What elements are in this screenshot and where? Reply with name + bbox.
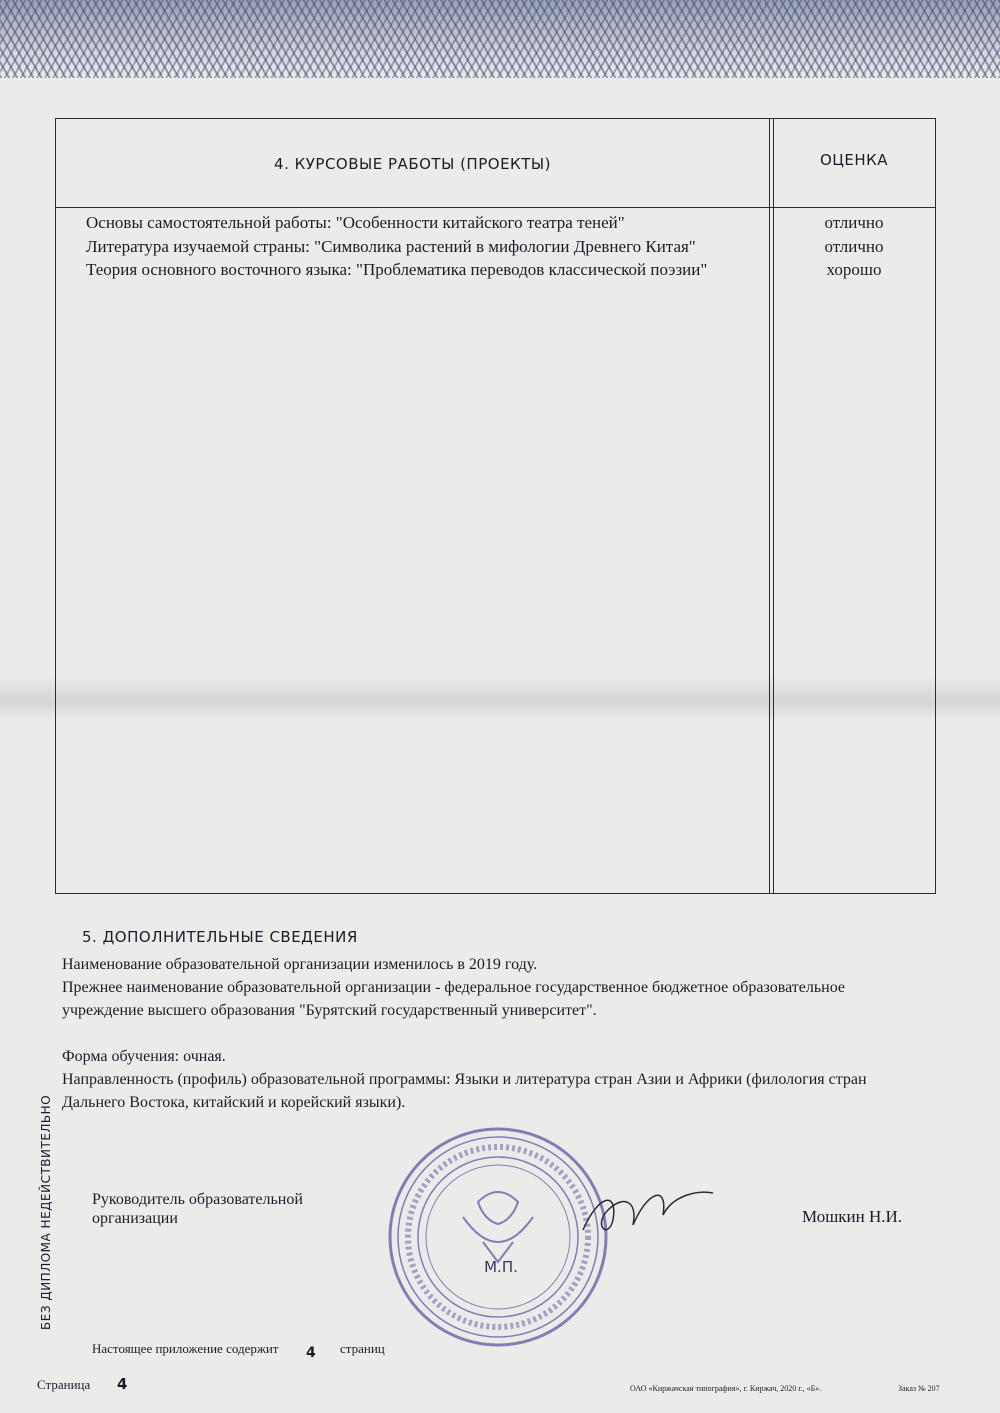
coursework-header: 4. КУРСОВЫЕ РАБОТЫ (ПРОЕКТЫ) [274,155,551,173]
stamp-mark: М.П. [484,1258,518,1276]
printer-info: ОАО «Киржачская типография», г. Киржач, 2020 г., «Б». [630,1384,822,1393]
validity-note: БЕЗ ДИПЛОМА НЕДЕЙСТВИТЕЛЬНО [39,1094,53,1330]
security-pattern-band [0,0,1000,78]
signature-icon [578,1185,718,1245]
coursework-title: Литература изучаемой страны: "Символика растений в мифологии Древнего Китая" [86,236,696,256]
coursework-grade: отлично [824,213,884,232]
page-number: 4 [117,1375,128,1393]
order-number: Заказ № 207 [898,1384,940,1393]
coursework-title: Теория основного восточного языка: "Проблематика переводов классической поэзии" [86,260,708,279]
coursework-titles [86,211,766,282]
info-line: Прежнее наименование образовательной организации - федеральное государственное бюджетное образовательное учреждение высшего образования "Бурятский государственный университет". [62,979,845,1019]
coursework-grades [773,211,935,282]
coursework-table [55,118,936,894]
table-header-divider [56,207,935,208]
additional-info [62,953,922,1114]
page-count-number: 4 [306,1345,316,1361]
page-count-note [92,1341,385,1361]
coursework-grade: хорошо [826,260,882,279]
page-indicator [37,1375,128,1393]
signatory-label: Руководитель образовательной организации [92,1191,303,1227]
info-line: Наименование образовательной организации изменилось в 2019 году. [62,956,538,973]
info-line: Форма обучения: очная. [62,1048,226,1065]
info-line: Направленность (профиль) образовательной программы: Языки и литература стран Азии и Африки (филология стран Дальнего Востока, китайский и корейский языки). [62,1071,867,1111]
grade-header: ОЦЕНКА [819,151,889,169]
signatory-name: Мошкин Н.И. [802,1207,903,1226]
coursework-grade: отлично [824,236,884,256]
table-divider [769,119,770,893]
page-count-before: Настоящее приложение содержит [92,1341,279,1356]
additional-info-title: 5. ДОПОЛНИТЕЛЬНЫЕ СВЕДЕНИЯ [82,928,358,946]
coursework-title: Основы самостоятельной работы: "Особенности китайского театра теней" [86,213,625,232]
page-label: Страница [37,1377,91,1392]
page-count-after: страниц [340,1341,385,1356]
